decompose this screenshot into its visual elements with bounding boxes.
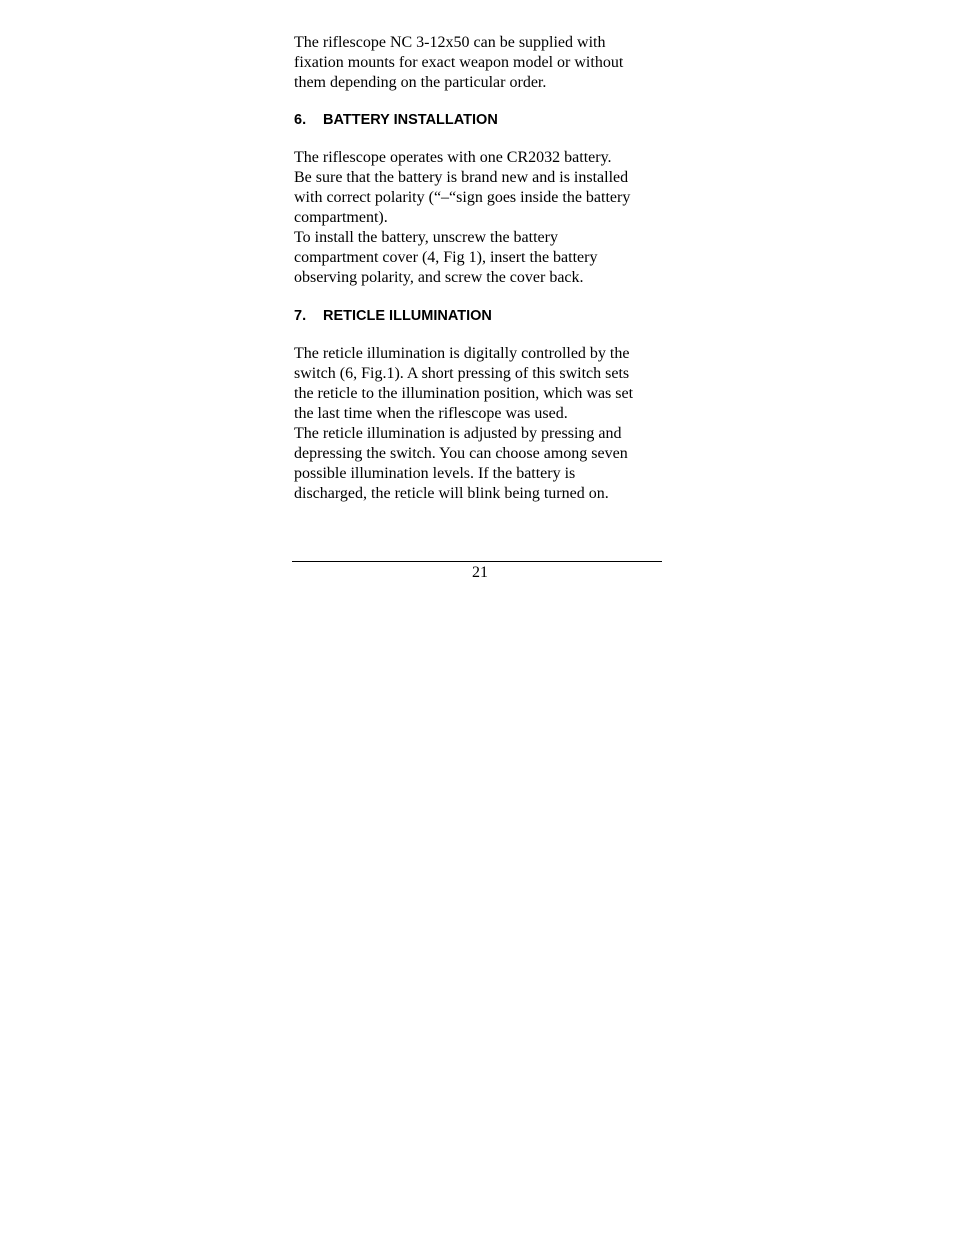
intro-paragraph: The riflescope NC 3-12x50 can be supplied with fixation mounts for exact weapon model or without them depending on the particular order. — [294, 34, 624, 91]
section-6-body: The riflescope operates with one CR2032 battery. Be sure that the battery is brand new and is installed with correct polarity (“–“sign goes inside the battery compartment). To install the battery, unscrew the battery compartment cover (4, Fig 1), insert the battery observing polarity, and screw the cover back. — [294, 149, 631, 286]
footer-divider — [292, 561, 662, 562]
section-7-body: The reticle illumination is digitally controlled by the switch (6, Fig.1). A short pressing of this switch sets the reticle to the illumination position, which was set the last time when the riflescope was used. The reticle illumination is adjusted by pressing and depressing the switch. You can choose among seven possible illumination levels. If the battery is discharged, the reticle will blink being turned on. — [294, 345, 634, 502]
section-7-number: 7. — [294, 308, 307, 324]
section-6-number: 6. — [294, 112, 307, 128]
section-6-heading — [294, 110, 664, 130]
page-content — [294, 33, 664, 504]
section-7-title: RETICLE ILLUMINATION — [323, 308, 492, 324]
page-number: 21 — [472, 564, 488, 581]
section-6-title: BATTERY INSTALLATION — [323, 112, 498, 128]
section-7-heading — [294, 306, 664, 326]
